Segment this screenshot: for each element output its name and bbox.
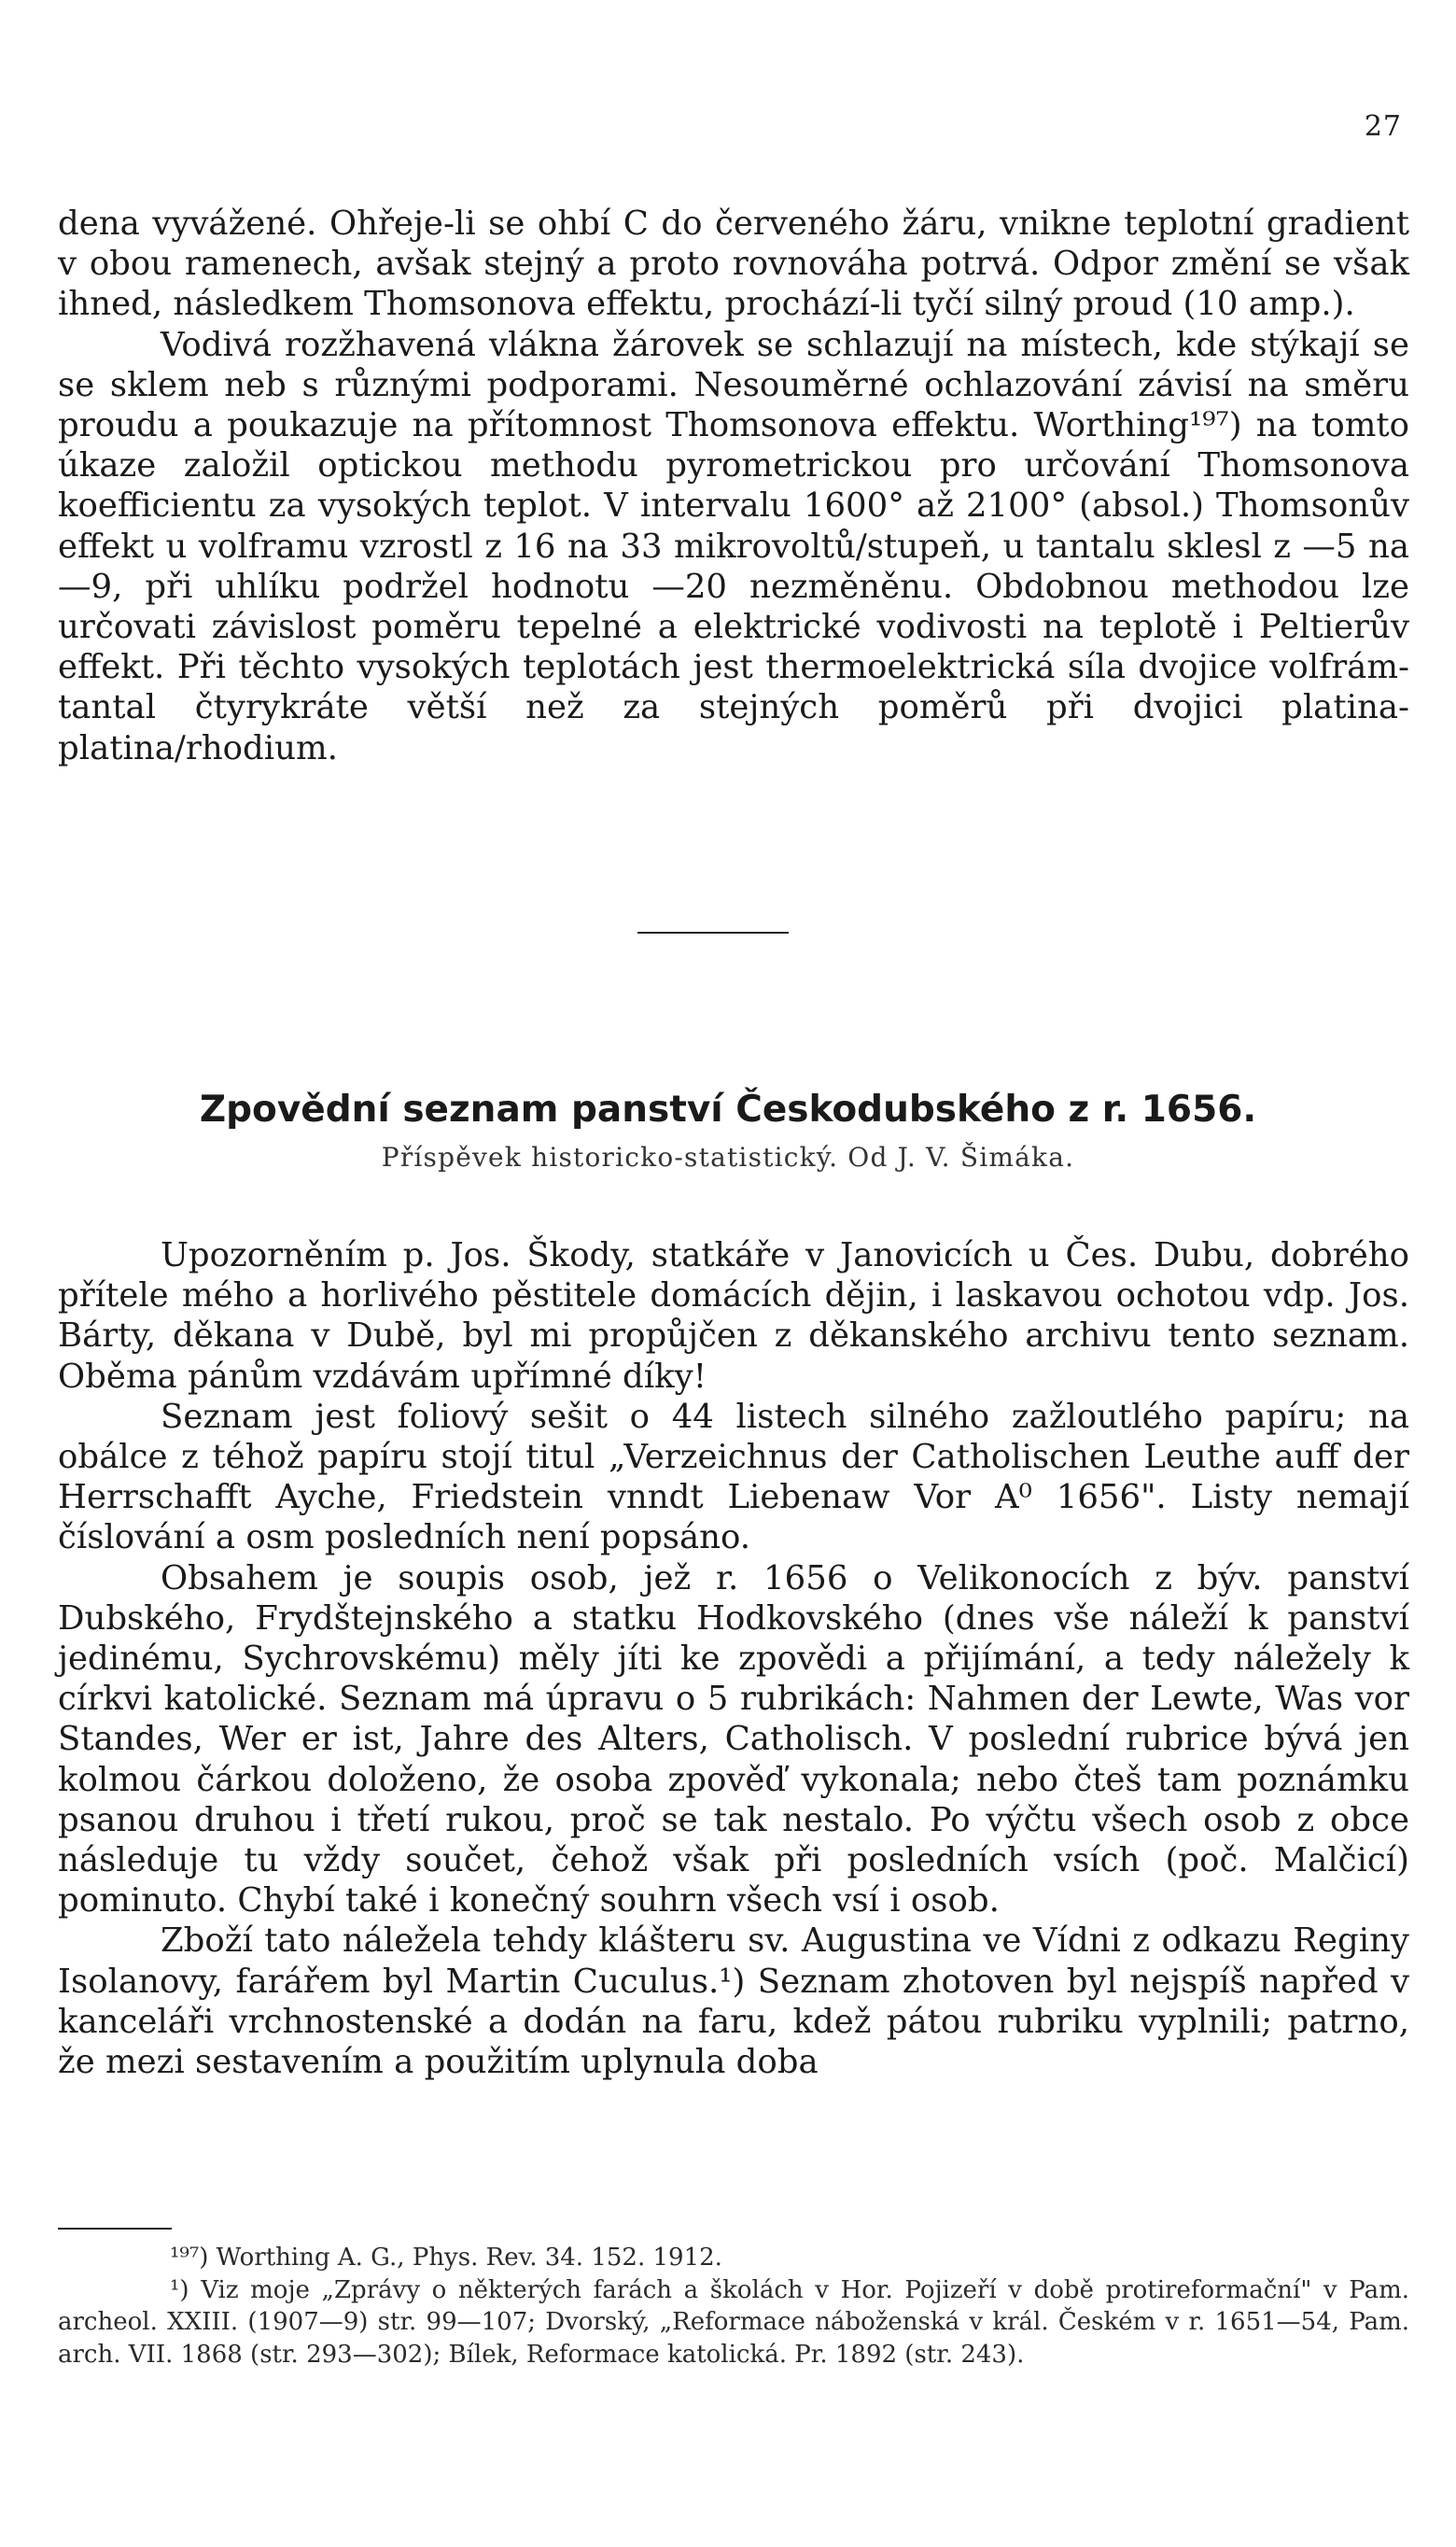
section-thomson-effect-text [58,204,1409,768]
footnotes [58,2242,1409,2371]
footnote: ¹) Viz moje „Zprávy o některých farách a školách v Hor. Pojizeří v době protireformační" v Pam. archeol. XXIII. (1907—9) str. 99—107; Dvorský, „Reformace náboženská v král. Českém v r. 1651—54, Pam. arch. VII. 1868 (str. 293—302); Bílek, Reformace katolická. Pr. 1892 (str. 243). [58,2275,1409,2369]
article-title: Zpovědní seznam panství Českodubského z r. 1656. [199,1089,1257,1131]
paragraph: Zboží tato náležela tehdy klášteru sv. Augustina ve Vídni z odkazu Reginy Isolanovy, farářem byl Martin Cuculus.¹) Seznam zhotoven byl nejspíš napřed v kanceláři vrchnostenské a dodán na faru, kdež pátou rubriku vyplnili; patrno, že mezi sestavením a použitím uplynula doba [58,1921,1409,2082]
paragraph: dena vyvážené. Ohřeje-li se ohbí C do červeného žáru, vnikne teplotní gradient v obou ramenech, avšak stejný a proto rovnováha potrvá. Odpor změní se však ihned, následkem Thomsonova effektu, prochází-li tyčí silný proud (10 amp.). [58,204,1409,324]
paragraph: Seznam jest foliový sešit o 44 listech silného zažloutlého papíru; na obálce z téhož papíru stojí titul „Verzeichnus der Catholischen Leuthe auff der Herrschafft Ayche, Friedstein vnndt Liebenaw Vor A⁰ 1656". Listy nemají číslování a osm posledních není popsáno. [58,1397,1409,1557]
article-subtitle: Příspěvek historicko-statistický. Od J. V. Šimáka. [381,1142,1075,1173]
footnote-divider [58,2228,172,2230]
section-divider [637,932,789,934]
paragraph: Vodivá rozžhavená vlákna žárovek se schlazují na místech, kde stýkají se se sklem neb s různými podporami. Nesouměrné ochlazování závisí na směru proudu a poukazuje na přítomnost Thomsonova effektu. Worthing¹⁹⁷) na tomto úkaze založil optickou methodu pyrometrickou pro určování Thomsonova koefficientu za vysokých teplot. V intervalu 1600° až 2100° (absol.) Thomsonův effekt u volframu vzrostl z 16 na 33 mikrovoltů/stupeň, u tantalu sklesl z —5 na —9, při uhlíku podržel hodnotu —20 nezměněnu. Obdobnou methodou lze určovati závislost poměru tepelné a elektrické vodivosti na teplotě i Peltierův effekt. Při těchto vysokých teplotách jest thermoelektrická síla dvojice volfrám-tantal čtyrykráte větší než za stejných poměrů při dvojici platina-platina/rhodium. [58,325,1409,767]
article-body [58,1235,1409,2082]
paragraph: Upozorněním p. Jos. Škody, statkáře v Janovicích u Čes. Dubu, dobrého přítele mého a horlivého pěstitele domácích dějin, i laskavou ochotou vdp. Jos. Bárty, děkana v Dubě, byl mi propůjčen z děkanského archivu tento seznam. Oběma pánům vzdávám upřímné díky! [58,1236,1409,1396]
footnote: ¹⁹⁷) Worthing A. G., Phys. Rev. 34. 152. 1912. [170,2244,722,2272]
page-number: 27 [1364,110,1402,143]
paragraph: Obsahem je soupis osob, jež r. 1656 o Velikonocích z býv. panství Dubského, Frydštejnského a statku Hodkovského (dnes vše náleží k panství jedinému, Sychrovskému) měly jíti ke zpovědi a přijímání, a tedy náležely k církvi katolické. Seznam má úpravu o 5 rubrikách: Nahmen der Lewte, Was vor Standes, Wer er ist, Jahre des Alters, Catholisch. V poslední rubrice bývá jen kolmou čárkou doloženo, že osoba zpověď vykonala; nebo čteš tam poznámku psanou druhou i třetí rukou, proč se tak nestalo. Po výčtu všech osob z obce následuje tu vždy součet, čehož však při posledních vsích (poč. Malčicí) pominuto. Chybí také i konečný souhrn všech vsí i osob. [58,1558,1409,1921]
